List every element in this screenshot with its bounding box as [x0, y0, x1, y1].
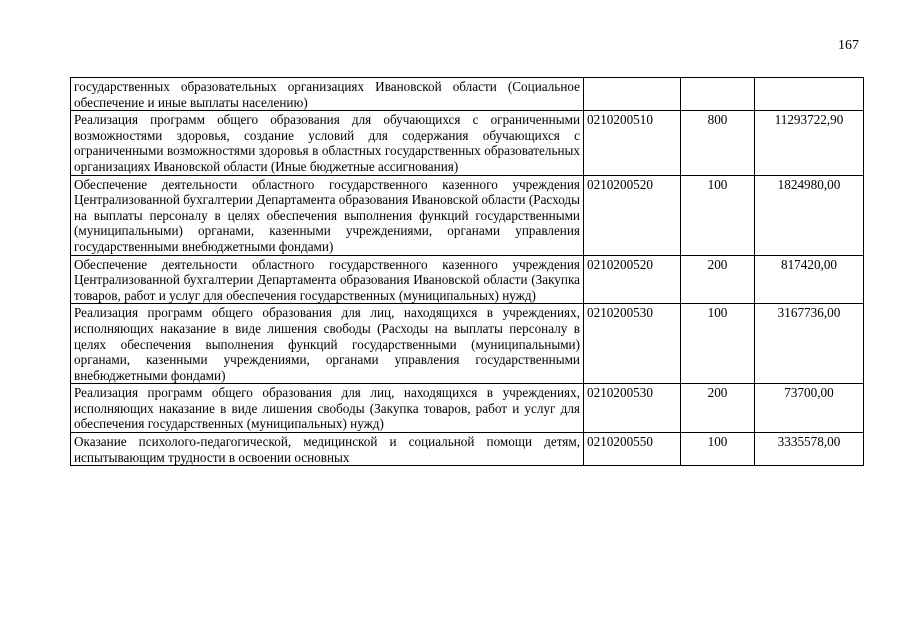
amount-cell: 817420,00: [755, 255, 864, 304]
expense-type-cell: 800: [681, 111, 755, 175]
amount-cell: 3167736,00: [755, 304, 864, 384]
table-row: [71, 175, 864, 255]
target-code-cell: 0210200530: [584, 304, 681, 384]
table-row: [71, 255, 864, 304]
page-number: 167: [838, 38, 859, 53]
amount-cell: 3335578,00: [755, 433, 864, 466]
target-code-cell: 0210200520: [584, 255, 681, 304]
table-row: [71, 384, 864, 433]
expense-type-cell: 200: [681, 384, 755, 433]
target-code-cell: 0210200510: [584, 111, 681, 175]
table-row: [71, 111, 864, 175]
expense-type-cell: 100: [681, 175, 755, 255]
expense-type-cell: [681, 78, 755, 111]
amount-cell: 1824980,00: [755, 175, 864, 255]
amount-cell: 11293722,90: [755, 111, 864, 175]
expense-name-cell: Обеспечение деятельности областного государственного казенного учреждения Централизованной бухгалтерии Департамента образования Ивановской области (Закупка товаров, работ и услуг для обеспечения государственных (муниципальных) нужд): [71, 255, 584, 304]
amount-cell: [755, 78, 864, 111]
target-code-cell: [584, 78, 681, 111]
table-row: [71, 304, 864, 384]
target-code-cell: 0210200530: [584, 384, 681, 433]
target-code-cell: 0210200550: [584, 433, 681, 466]
expense-type-cell: 200: [681, 255, 755, 304]
expense-type-cell: 100: [681, 304, 755, 384]
expense-name-cell: Обеспечение деятельности областного государственного казенного учреждения Централизованной бухгалтерии Департамента образования Ивановской области (Расходы на выплаты персоналу в целях обеспечения выполнения функций государственными (муниципальными) органами, казенными учреждениями, органами управления государственными внебюджетными фондами): [71, 175, 584, 255]
table-row: [71, 78, 864, 111]
budget-table: [70, 77, 864, 466]
target-code-cell: 0210200520: [584, 175, 681, 255]
expense-name-cell: Реализация программ общего образования для лиц, находящихся в учреждениях, исполняющих наказание в виде лишения свободы (Расходы на выплаты персоналу в целях обеспечения выполнения функций государственными (муниципальными) органами, казенными учреждениями, органами управления государственными внебюджетными фондами): [71, 304, 584, 384]
expense-name-cell: Реализация программ общего образования для обучающихся с ограниченными возможностями здоровья, создание условий для содержания обучающихся с ограниченными возможностями здоровья в областных государственных образовательных организациях Ивановской области (Иные бюджетные ассигнования): [71, 111, 584, 175]
expense-name-cell: Реализация программ общего образования для лиц, находящихся в учреждениях, исполняющих наказание в виде лишения свободы (Закупка товаров, работ и услуг для обеспечения государственных (муниципальных) нужд): [71, 384, 584, 433]
expense-name-cell: государственных образовательных организациях Ивановской области (Социальное обеспечение и иные выплаты населению): [71, 78, 584, 111]
expense-type-cell: 100: [681, 433, 755, 466]
table-row: [71, 433, 864, 466]
amount-cell: 73700,00: [755, 384, 864, 433]
expense-name-cell: Оказание психолого-педагогической, медицинской и социальной помощи детям, испытывающим трудности в освоении основных: [71, 433, 584, 466]
